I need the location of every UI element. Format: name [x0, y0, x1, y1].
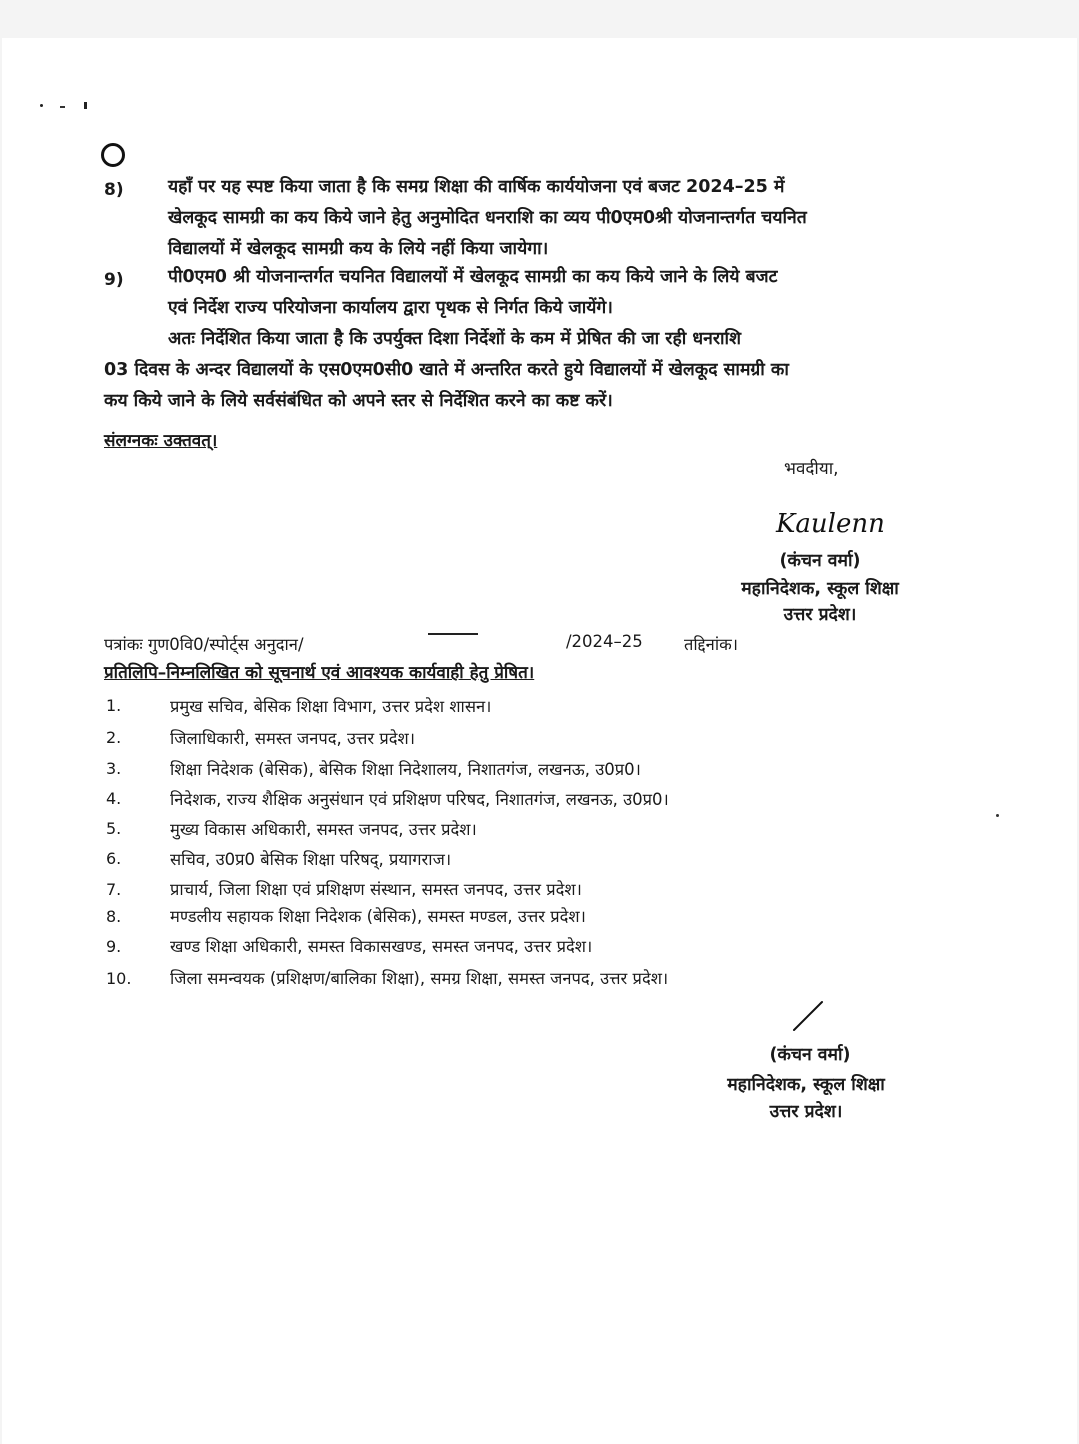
signature-drawing [772, 498, 912, 544]
text-line: कय किये जाने के लिये सर्वसंबंधित को अपने स्तर से निर्देशित करने का कष्ट करें। [104, 391, 613, 411]
signature-text: Kaulenn [776, 509, 885, 539]
copy-item-text: प्रमुख सचिव, बेसिक शिक्षा विभाग, उत्तर प्रदेश शासन। [170, 697, 492, 716]
signature-stroke [786, 996, 826, 1036]
copy-item-number: 8. [106, 907, 122, 926]
text-line: 03 दिवस के अन्दर विद्यालयों के एस0एम0सी0 खाते में अन्तरित करते हुये विद्यालयों में खेलकूद सामग्री का [104, 360, 789, 380]
copy-item-text: निदेशक, राज्य शैक्षिक अनुसंधान एवं प्रशिक्षण परिषद, निशातगंज, लखनऊ, उ0प्र0। [170, 790, 669, 809]
reference-year: /2024–25 [566, 632, 643, 651]
copy-item-number: 1. [106, 696, 122, 715]
scan-mark [60, 106, 65, 108]
page-circle-mark [101, 143, 125, 167]
copy-item-number: 4. [106, 789, 122, 808]
copy-item-number: 6. [106, 849, 122, 868]
text-line: एवं निर्देश राज्य परियोजना कार्यालय द्वारा पृथक से निर्गत किये जायेंगे। [168, 298, 613, 318]
reference-date: तद्दिनांक। [684, 635, 739, 654]
signatory-state: उत्तर प्रदेश। [769, 1102, 843, 1122]
copy-item-number: 10. [106, 969, 132, 988]
point-number: 8) [104, 180, 124, 200]
copy-item-text: खण्ड शिक्षा अधिकारी, समस्त विकासखण्ड, समस्त जनपद, उत्तर प्रदेश। [170, 937, 593, 956]
scan-mark [996, 814, 999, 817]
copy-item-text: जिला समन्वयक (प्रशिक्षण/बालिका शिक्षा), समग्र शिक्षा, समस्त जनपद, उत्तर प्रदेश। [170, 969, 669, 988]
signatory-designation: महानिदेशक, स्कूल शिक्षा [741, 579, 899, 599]
copy-item-text: सचिव, उ0प्र0 बेसिक शिक्षा परिषद्, प्रयागराज। [170, 850, 452, 869]
copy-item-text: प्राचार्य, जिला शिक्षा एवं प्रशिक्षण संस्थान, समस्त जनपद, उत्तर प्रदेश। [170, 880, 582, 899]
reference-blank-line [428, 633, 478, 635]
copy-item-number: 5. [106, 819, 122, 838]
copy-item-number: 9. [106, 937, 122, 956]
copy-item-number: 7. [106, 880, 122, 899]
signatory-state: उत्तर प्रदेश। [783, 605, 857, 625]
scan-mark [84, 102, 87, 109]
copy-item-number: 2. [106, 728, 122, 747]
copy-item-text: मुख्य विकास अधिकारी, समस्त जनपद, उत्तर प्रदेश। [170, 820, 477, 839]
scan-mark [40, 104, 43, 107]
text-line: विद्यालयों में खेलकूद सामग्री कय के लिये नहीं किया जायेगा। [168, 239, 549, 259]
directive-paragraph [104, 324, 975, 417]
copy-item-text: शिक्षा निदेशक (बेसिक), बेसिक शिक्षा निदेशालय, निशातगंज, लखनऊ, उ0प्र0। [170, 760, 641, 779]
text-line: यहाँ पर यह स्पष्ट किया जाता है कि समग्र शिक्षा की वार्षिक कार्ययोजना एवं बजट 2024–25 में [168, 177, 785, 197]
copy-item-text: जिलाधिकारी, समस्त जनपद, उत्तर प्रदेश। [170, 729, 416, 748]
text-line: पी0एम0 श्री योजनान्तर्गत चयनित विद्यालयों में खेलकूद सामग्री का कय किये जाने के लिये बजट [168, 267, 778, 287]
point-number: 9) [104, 270, 124, 290]
point-8-text [168, 172, 975, 265]
closing-salutation: भवदीया, [784, 459, 839, 479]
copy-item-text: मण्डलीय सहायक शिक्षा निदेशक (बेसिक), समस्त मण्डल, उत्तर प्रदेश। [170, 907, 586, 926]
point-9-text [168, 262, 975, 324]
copy-heading: प्रतिलिपि–निम्नलिखित को सूचनार्थ एवं आवश्यक कार्यवाही हेतु प्रेषित। [104, 663, 535, 683]
copy-item-number: 3. [106, 759, 122, 778]
signatory-designation: महानिदेशक, स्कूल शिक्षा [727, 1075, 885, 1095]
signatory-name: (कंचन वर्मा) [779, 551, 861, 571]
text-line: खेलकूद सामग्री का कय किये जाने हेतु अनुमोदित धनराशि का व्यय पी0एम0श्री योजनान्तर्गत चयनित [168, 208, 807, 228]
signature-scrawl [772, 498, 912, 544]
enclosure-note: संलग्नकः उक्तवत्। [104, 431, 218, 451]
signatory-name: (कंचन वर्मा) [769, 1045, 851, 1065]
reference-prefix: पत्रांकः गुण0वि0/स्पोर्ट्स अनुदान/ [104, 635, 304, 654]
text-line: अतः निर्देशित किया जाता है कि उपर्युक्त दिशा निर्देशों के कम में प्रेषित की जा रही धनराशि [168, 329, 741, 349]
